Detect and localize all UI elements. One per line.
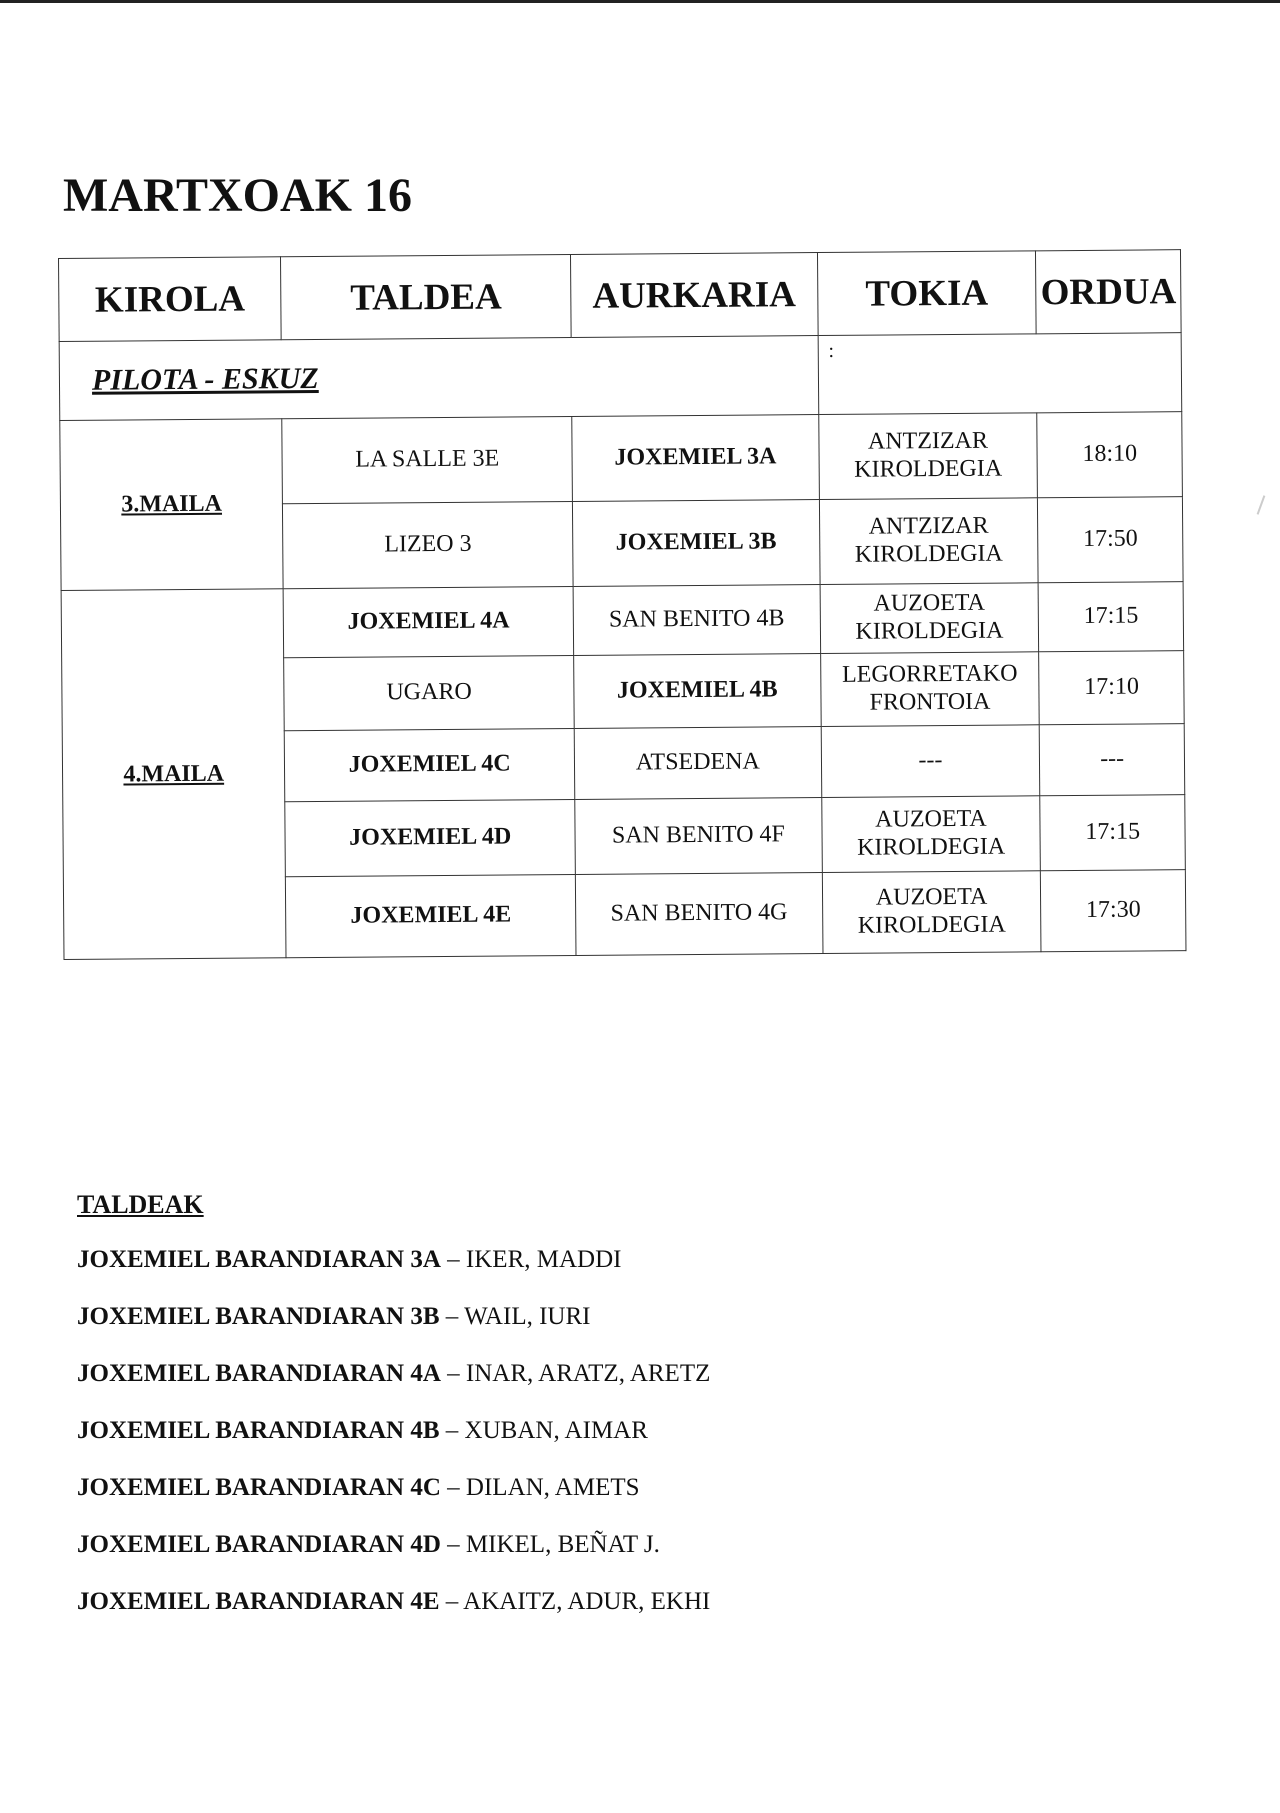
taldea-cell: JOXEMIEL 4A xyxy=(283,586,573,657)
team-name: JOXEMIEL BARANDIARAN 4E xyxy=(77,1588,440,1615)
table-row xyxy=(61,582,1184,660)
team-separator: – xyxy=(440,1474,466,1501)
team-separator: – xyxy=(439,1417,465,1444)
ordua-cell: --- xyxy=(1040,724,1185,796)
aurkaria-cell: SAN BENITO 4B xyxy=(573,585,820,656)
header-taldea: TALDEA xyxy=(281,254,571,339)
sport-label: PILOTA - ESKUZ xyxy=(59,336,818,421)
level-label: 3.MAILA xyxy=(60,419,284,591)
tokia-line2: KIROLDEGIA xyxy=(854,540,1003,568)
team-name: JOXEMIEL BARANDIARAN 3B xyxy=(77,1303,440,1330)
aurkaria-cell: JOXEMIEL 3B xyxy=(572,500,819,587)
aurkaria-cell: JOXEMIEL 4B xyxy=(574,654,821,729)
team-item xyxy=(77,1417,710,1445)
aurkaria-cell: ATSEDENA xyxy=(574,727,821,800)
header-row xyxy=(59,250,1182,342)
table-row xyxy=(60,412,1183,506)
tokia-cell xyxy=(822,871,1041,954)
team-item xyxy=(77,1303,710,1331)
team-name: JOXEMIEL BARANDIARAN 4B xyxy=(77,1417,440,1444)
tokia-cell xyxy=(821,796,1040,873)
header-kirola: KIROLA xyxy=(59,257,282,342)
ordua-cell: 17:30 xyxy=(1041,870,1186,952)
aurkaria-cell: JOXEMIEL 3A xyxy=(572,415,819,502)
team-separator: – xyxy=(439,1303,465,1330)
team-members: MIKEL, BEÑAT J. xyxy=(465,1531,660,1558)
tokia-line1: ANTZIZAR xyxy=(867,428,989,456)
teams-heading: TALDEAK xyxy=(77,1190,204,1219)
scan-mark xyxy=(1257,495,1266,514)
sport-note: : xyxy=(818,333,1182,415)
ordua-cell: 17:50 xyxy=(1038,497,1183,583)
schedule-table xyxy=(58,249,1186,960)
header-ordua: ORDUA xyxy=(1036,250,1181,334)
tokia-cell: --- xyxy=(821,725,1040,798)
ordua-cell: 18:10 xyxy=(1037,412,1182,498)
teams-section xyxy=(77,1190,710,1645)
team-separator: – xyxy=(440,1360,466,1387)
taldea-cell: UGARO xyxy=(284,655,574,730)
page-title: MARTXOAK 16 xyxy=(63,169,412,222)
team-members: INAR, ARATZ, ARETZ xyxy=(465,1360,711,1387)
tokia-line2: KIROLDEGIA xyxy=(854,455,1003,483)
taldea-cell: JOXEMIEL 4D xyxy=(285,799,575,876)
team-members: AKAITZ, ADUR, EKHI xyxy=(463,1588,711,1615)
taldea-cell: LA SALLE 3E xyxy=(282,416,572,503)
taldea-cell: JOXEMIEL 4E xyxy=(286,874,576,957)
tokia-line1: LEGORRETAKO xyxy=(841,660,1018,689)
tokia-cell xyxy=(820,652,1039,727)
team-members: WAIL, IURI xyxy=(464,1303,591,1330)
tokia-line2: KIROLDEGIA xyxy=(855,617,1004,645)
tokia-cell xyxy=(818,413,1037,500)
team-item xyxy=(77,1474,710,1502)
team-item xyxy=(77,1246,710,1274)
team-separator: – xyxy=(440,1246,466,1273)
team-item xyxy=(77,1588,710,1616)
tokia-line1: AUZOETA xyxy=(873,590,986,618)
team-name: JOXEMIEL BARANDIARAN 4D xyxy=(77,1531,441,1558)
team-members: IKER, MADDI xyxy=(465,1246,622,1273)
ordua-cell: 17:10 xyxy=(1039,651,1184,725)
tokia-line1: AUZOETA xyxy=(875,806,987,834)
tokia-cell xyxy=(820,583,1039,654)
tokia-line2: FRONTOIA xyxy=(869,688,991,716)
header-tokia: TOKIA xyxy=(817,251,1036,336)
level-label: 4.MAILA xyxy=(61,589,286,960)
aurkaria-cell: SAN BENITO 4F xyxy=(575,798,822,875)
taldea-cell: JOXEMIEL 4C xyxy=(285,728,575,801)
tokia-line2: KIROLDEGIA xyxy=(857,833,1006,861)
team-separator: – xyxy=(439,1588,464,1615)
ordua-cell: 17:15 xyxy=(1038,582,1183,652)
team-separator: – xyxy=(440,1531,466,1558)
tokia-line1: AUZOETA xyxy=(875,884,988,912)
team-name: JOXEMIEL BARANDIARAN 4C xyxy=(77,1474,441,1501)
team-item xyxy=(77,1360,710,1388)
ordua-cell: 17:15 xyxy=(1040,795,1185,871)
team-members: DILAN, AMETS xyxy=(465,1474,640,1501)
tokia-line2: KIROLDEGIA xyxy=(857,911,1006,939)
scan-edge xyxy=(0,0,1280,3)
team-name: JOXEMIEL BARANDIARAN 3A xyxy=(77,1246,441,1273)
team-name: JOXEMIEL BARANDIARAN 4A xyxy=(77,1360,441,1387)
sport-row xyxy=(59,333,1182,421)
aurkaria-cell: SAN BENITO 4G xyxy=(575,873,822,956)
tokia-cell xyxy=(819,498,1038,585)
team-members: XUBAN, AIMAR xyxy=(464,1417,648,1444)
taldea-cell: LIZEO 3 xyxy=(283,501,573,588)
tokia-line1: ANTZIZAR xyxy=(868,513,989,541)
header-aurkaria: AURKARIA xyxy=(571,253,818,338)
team-item xyxy=(77,1531,710,1559)
